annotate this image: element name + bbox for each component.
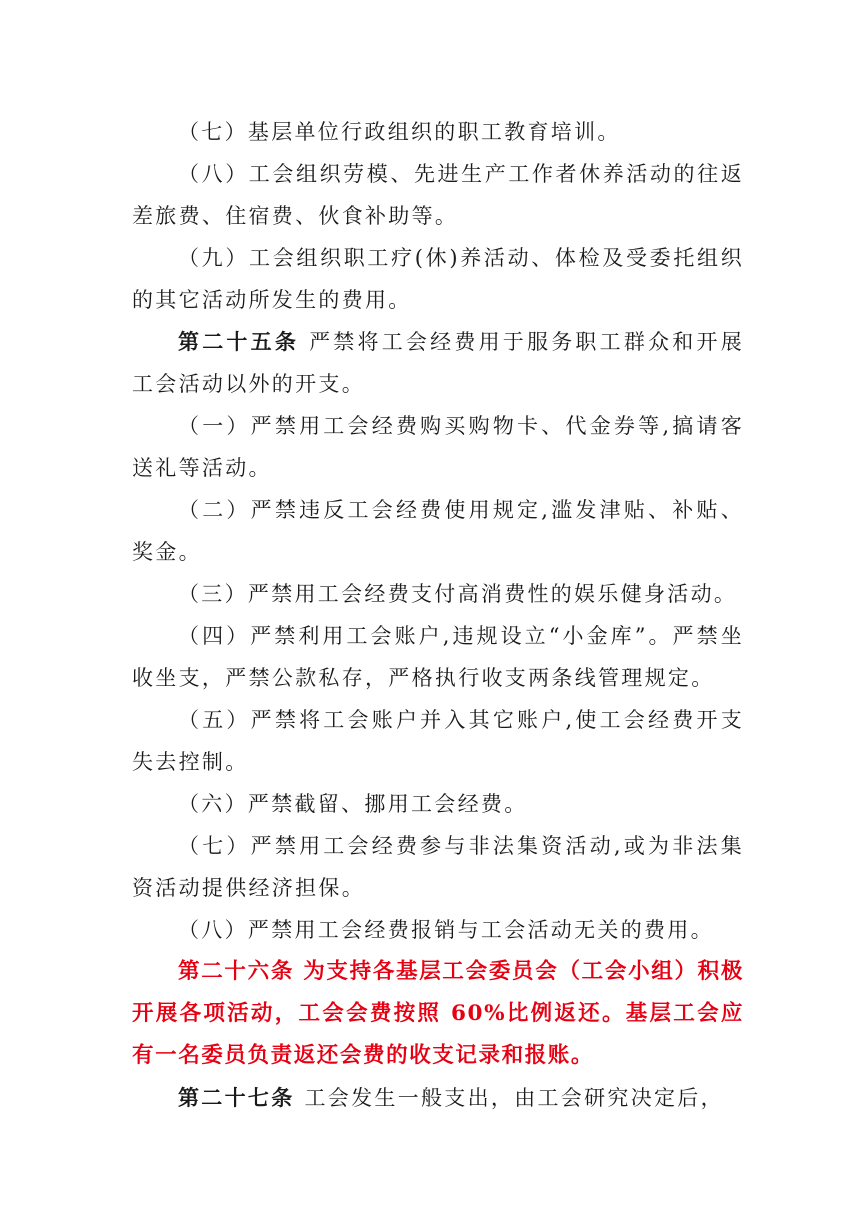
prohibition-1-gift-cards bbox=[132, 405, 744, 489]
paragraph-text: （八）严禁用工会经费报销与工会活动无关的费用。 bbox=[178, 918, 714, 942]
paragraph-text: （六）严禁截留、挪用工会经费。 bbox=[178, 792, 528, 816]
document-body bbox=[132, 111, 744, 1119]
paragraph-text: （二）严禁违反工会经费使用规定,滥发津贴、补贴、奖金。 bbox=[132, 498, 744, 564]
prohibition-5-merge-accounts bbox=[132, 699, 744, 783]
prohibition-8-unrelated-expenses bbox=[132, 909, 744, 951]
paragraph-text: （七）严禁用工会经费参与非法集资活动,或为非法集资活动提供经济担保。 bbox=[132, 834, 744, 900]
article-26-highlighted bbox=[132, 951, 744, 1077]
paragraph-7-staff-training bbox=[132, 111, 744, 153]
article-25 bbox=[132, 321, 744, 405]
article-27 bbox=[132, 1077, 744, 1119]
paragraph-text: （三）严禁用工会经费支付高消费性的娱乐健身活动。 bbox=[178, 582, 738, 606]
paragraph-9-recuperation-checkup bbox=[132, 237, 744, 321]
article-text: 严禁将工会经费用于服务职工群众和开展工会活动以外的开支。 bbox=[132, 330, 745, 396]
paragraph-8-model-worker-travel bbox=[132, 153, 744, 237]
paragraph-text: （四）严禁利用工会账户,违规设立“小金库”。严禁坐收坐支，严禁公款私存，严格执行收支两条线管理规定。 bbox=[132, 624, 744, 690]
article-number: 第二十七条 bbox=[178, 1085, 295, 1110]
prohibition-2-allowances bbox=[132, 489, 744, 573]
paragraph-text: （七）基层单位行政组织的职工教育培训。 bbox=[178, 120, 621, 144]
prohibition-7-illegal-fundraising bbox=[132, 825, 744, 909]
highlighted-text: 第二十六条 为支持各基层工会委员会（工会小组）积极开展各项活动，工会会费按照 60%比例返还。基层工会应有一名委员负责返还会费的收支记录和报账。 bbox=[132, 959, 744, 1068]
prohibition-4-slush-fund bbox=[132, 615, 744, 699]
prohibition-6-misappropriation bbox=[132, 783, 744, 825]
prohibition-3-entertainment bbox=[132, 573, 744, 615]
paragraph-text: （一）严禁用工会经费购买购物卡、代金券等,搞请客送礼等活动。 bbox=[132, 414, 744, 480]
article-number: 第二十五条 bbox=[178, 329, 300, 354]
paragraph-text: （八）工会组织劳模、先进生产工作者休养活动的往返差旅费、住宿费、伙食补助等。 bbox=[132, 162, 744, 228]
paragraph-text: （五）严禁将工会账户并入其它账户,使工会经费开支失去控制。 bbox=[132, 708, 744, 774]
paragraph-text: （九）工会组织职工疗(休)养活动、体检及受委托组织的其它活动所发生的费用。 bbox=[132, 246, 744, 312]
article-text: 工会发生一般支出，由工会研究决定后， bbox=[304, 1086, 724, 1110]
